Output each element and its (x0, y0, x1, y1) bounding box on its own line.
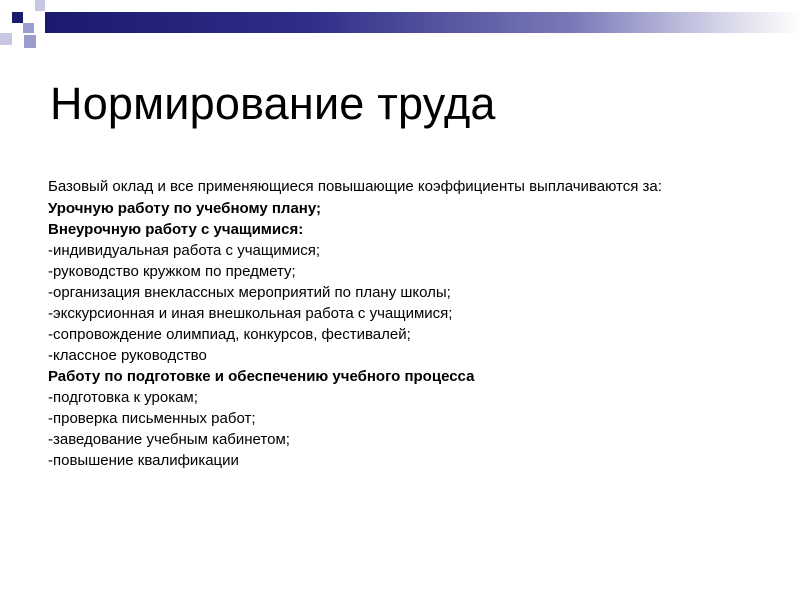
header-gradient-bar (45, 12, 800, 33)
list-item: -подготовка к урокам; (48, 389, 198, 406)
list-item: -повышение квалификации (48, 452, 239, 469)
list-item: -руководство кружком по предмету; (48, 263, 296, 280)
list-item: -сопровождение олимпиад, конкурсов, фестивалей; (48, 326, 411, 343)
list-item: -классное руководство (48, 347, 207, 364)
slide-body (48, 179, 768, 471)
section-heading: Работу по подготовке и обеспечению учебного процесса (48, 368, 475, 385)
decor-square (12, 12, 23, 23)
slide-title: Нормирование труда (50, 78, 496, 129)
section-heading: Внеурочную работу с учащимися: (48, 221, 304, 238)
list-item: -индивидуальная работа с учащимися; (48, 242, 321, 259)
list-item: -организация внеклассных мероприятий по плану школы; (48, 284, 451, 301)
decor-square (35, 0, 45, 11)
decor-square (0, 33, 12, 45)
intro-text: Базовый оклад и все применяющиеся повышающие коэффициенты выплачиваются за: (48, 178, 662, 195)
list-item: -заведование учебным кабинетом; (48, 431, 290, 448)
decor-square (24, 35, 36, 48)
list-item: -проверка письменных работ; (48, 410, 256, 427)
bullet-list (48, 198, 768, 471)
section-heading: Урочную работу по учебному плану; (48, 200, 322, 217)
header-decoration (0, 0, 800, 60)
decor-square (23, 23, 34, 33)
list-item: -экскурсионная и иная внешкольная работа с учащимися; (48, 305, 453, 322)
